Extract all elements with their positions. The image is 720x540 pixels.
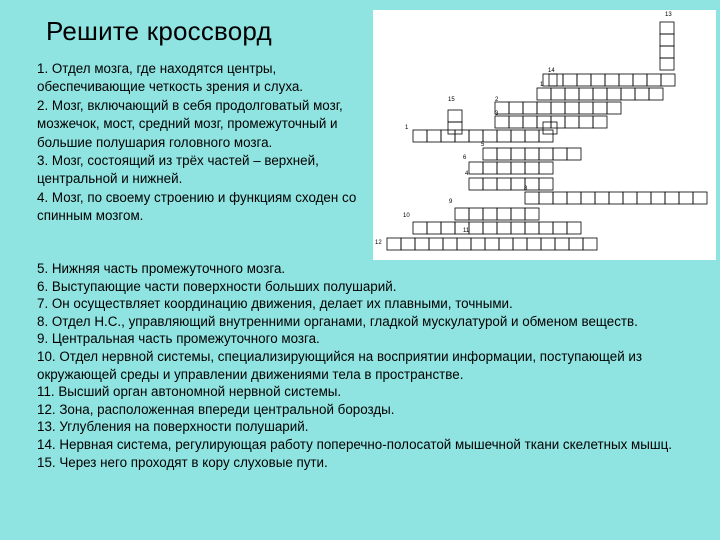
cell (577, 74, 591, 86)
grid-number-3: 3 (495, 111, 499, 117)
cell (483, 148, 497, 160)
cell (485, 238, 499, 250)
cell (448, 110, 462, 122)
cell (647, 74, 661, 86)
cell (525, 162, 539, 174)
clue-3: 3. Мозг, состоящий из трёх частей – верхней, центральной и нижней. (37, 153, 319, 187)
cell (555, 238, 569, 250)
cell (513, 238, 527, 250)
cell (469, 222, 483, 234)
cell (660, 22, 674, 34)
cell (527, 238, 541, 250)
cell (497, 162, 511, 174)
cell (511, 162, 525, 174)
cell (660, 58, 674, 70)
cell (605, 74, 619, 86)
clue-11: 11. Высший орган автономной нервной системы. (37, 384, 342, 400)
cell (553, 192, 567, 204)
cell (525, 130, 539, 142)
cell (637, 192, 651, 204)
cell (649, 88, 663, 100)
cell (619, 74, 633, 86)
cell (583, 238, 597, 250)
cell (551, 88, 565, 100)
cell (413, 222, 427, 234)
cell (609, 192, 623, 204)
grid-number-2: 2 (495, 97, 499, 103)
cell (679, 192, 693, 204)
cell (693, 192, 707, 204)
cell (579, 88, 593, 100)
grid-number-15: 15 (448, 97, 455, 103)
cell (539, 148, 553, 160)
grid-number-4: 4 (465, 171, 469, 177)
cell (539, 178, 553, 190)
cell (551, 102, 565, 114)
crossword-grid (373, 10, 716, 260)
grid-number-10: 10 (403, 213, 410, 219)
cell (537, 102, 551, 114)
crossword-svg (373, 10, 716, 260)
cell (579, 116, 593, 128)
clue-2: 2. Мозг, включающий в себя продолговатый мозг, мозжечок, мост, средний мозг, промежуточный и большие полушария головного мозга. (37, 97, 343, 150)
cell (623, 192, 637, 204)
cell (665, 192, 679, 204)
cell (567, 222, 581, 234)
cell (539, 162, 553, 174)
cell (495, 116, 509, 128)
cell (499, 238, 513, 250)
cell (483, 162, 497, 174)
cell (549, 74, 563, 86)
slide-title: Решите кроссворд (46, 16, 272, 46)
grid-number-11: 11 (463, 228, 470, 234)
cell (483, 208, 497, 220)
cell (565, 102, 579, 114)
cell (635, 88, 649, 100)
cell (567, 148, 581, 160)
cell (525, 208, 539, 220)
cell (525, 192, 539, 204)
cell (509, 116, 523, 128)
cell (469, 162, 483, 174)
clue-14: 14. Нервная система, регулирующая работу поперечно-полосатой мышечной ткани скелетных мышц. (37, 436, 672, 452)
cell (523, 102, 537, 114)
cell (523, 116, 537, 128)
clue-15: 15. Через него проходят в кору слуховые пути. (37, 454, 328, 470)
cell (413, 130, 427, 142)
cell (497, 178, 511, 190)
cell (483, 178, 497, 190)
cell (565, 116, 579, 128)
cell (525, 222, 539, 234)
cell (593, 88, 607, 100)
cell (443, 238, 457, 250)
clue-12: 12. Зона, расположенная впереди центральной борозды. (37, 401, 395, 417)
clue-13: 13. Углубления на поверхности полушарий. (37, 419, 309, 435)
cell (539, 192, 553, 204)
cell (511, 208, 525, 220)
cell (401, 238, 415, 250)
cell (469, 130, 483, 142)
clue-7: 7. Он осуществляет координацию движения, делает их плавными, точными. (37, 296, 513, 312)
cell (497, 148, 511, 160)
cell (469, 208, 483, 220)
cell (457, 238, 471, 250)
grid-number-1a: 1 (540, 82, 544, 88)
grid-number-9: 9 (449, 199, 453, 205)
cell (469, 178, 483, 190)
cell (543, 74, 557, 86)
cell (427, 130, 441, 142)
clue-5: 5. Нижняя часть промежуточного мозга. (37, 261, 286, 276)
cell (525, 148, 539, 160)
cell (497, 208, 511, 220)
grid-number-12: 12 (375, 240, 382, 246)
cell (441, 222, 455, 234)
grid-number-6: 6 (463, 155, 467, 161)
cell (633, 74, 647, 86)
cell (553, 148, 567, 160)
grid-lines (387, 22, 707, 250)
clues-bottom (37, 260, 697, 471)
cell (660, 34, 674, 46)
grid-number-14: 14 (548, 68, 555, 74)
cell (509, 102, 523, 114)
grid-number-1b: 1 (405, 125, 409, 131)
cell (455, 208, 469, 220)
grid-number-5: 5 (481, 142, 485, 148)
cell (661, 74, 675, 86)
cell (387, 238, 401, 250)
cell (593, 116, 607, 128)
cell (537, 88, 551, 100)
grid-number-8: 8 (524, 186, 528, 192)
cell (497, 130, 511, 142)
cell (595, 192, 609, 204)
cell (511, 222, 525, 234)
clue-8: 8. Отдел Н.С., управляющий внутренними органами, гладкой мускулатурой и обменом веществ. (37, 313, 638, 329)
clue-4: 4. Мозг, по своему строению и функциям сходен со спинным мозгом. (37, 189, 357, 224)
cell (579, 102, 593, 114)
cell (621, 88, 635, 100)
cell (563, 74, 577, 86)
cell (511, 130, 525, 142)
cell (567, 192, 581, 204)
cell (565, 88, 579, 100)
clue-1: 1. Отдел мозга, где находятся центры, обеспечивающие четкость зрения и слуха. (37, 61, 304, 95)
cell (607, 88, 621, 100)
cell (581, 192, 595, 204)
cell (660, 46, 674, 58)
cell (511, 178, 525, 190)
cell (415, 238, 429, 250)
cell (569, 238, 583, 250)
cell (483, 130, 497, 142)
cell (511, 148, 525, 160)
cell (593, 102, 607, 114)
cell (553, 222, 567, 234)
cell (471, 238, 485, 250)
cell (591, 74, 605, 86)
clue-10: 10. Отдел нервной системы, специализирующийся на восприятии информации, поступающей из окружающей среды и управлении движениями тела в пространстве. (37, 348, 643, 382)
cell (497, 222, 511, 234)
cell (541, 238, 555, 250)
cell (539, 130, 553, 142)
cell (483, 222, 497, 234)
cell (539, 222, 553, 234)
cell (429, 238, 443, 250)
clue-6: 6. Выступающие части поверхности больших полушарий. (37, 278, 397, 294)
cell (607, 102, 621, 114)
cell (651, 192, 665, 204)
clues-top (37, 60, 382, 226)
clue-9: 9. Центральная часть промежуточного мозга. (37, 331, 320, 347)
grid-numbers (375, 12, 672, 246)
grid-number-13: 13 (665, 12, 672, 18)
cell (427, 222, 441, 234)
